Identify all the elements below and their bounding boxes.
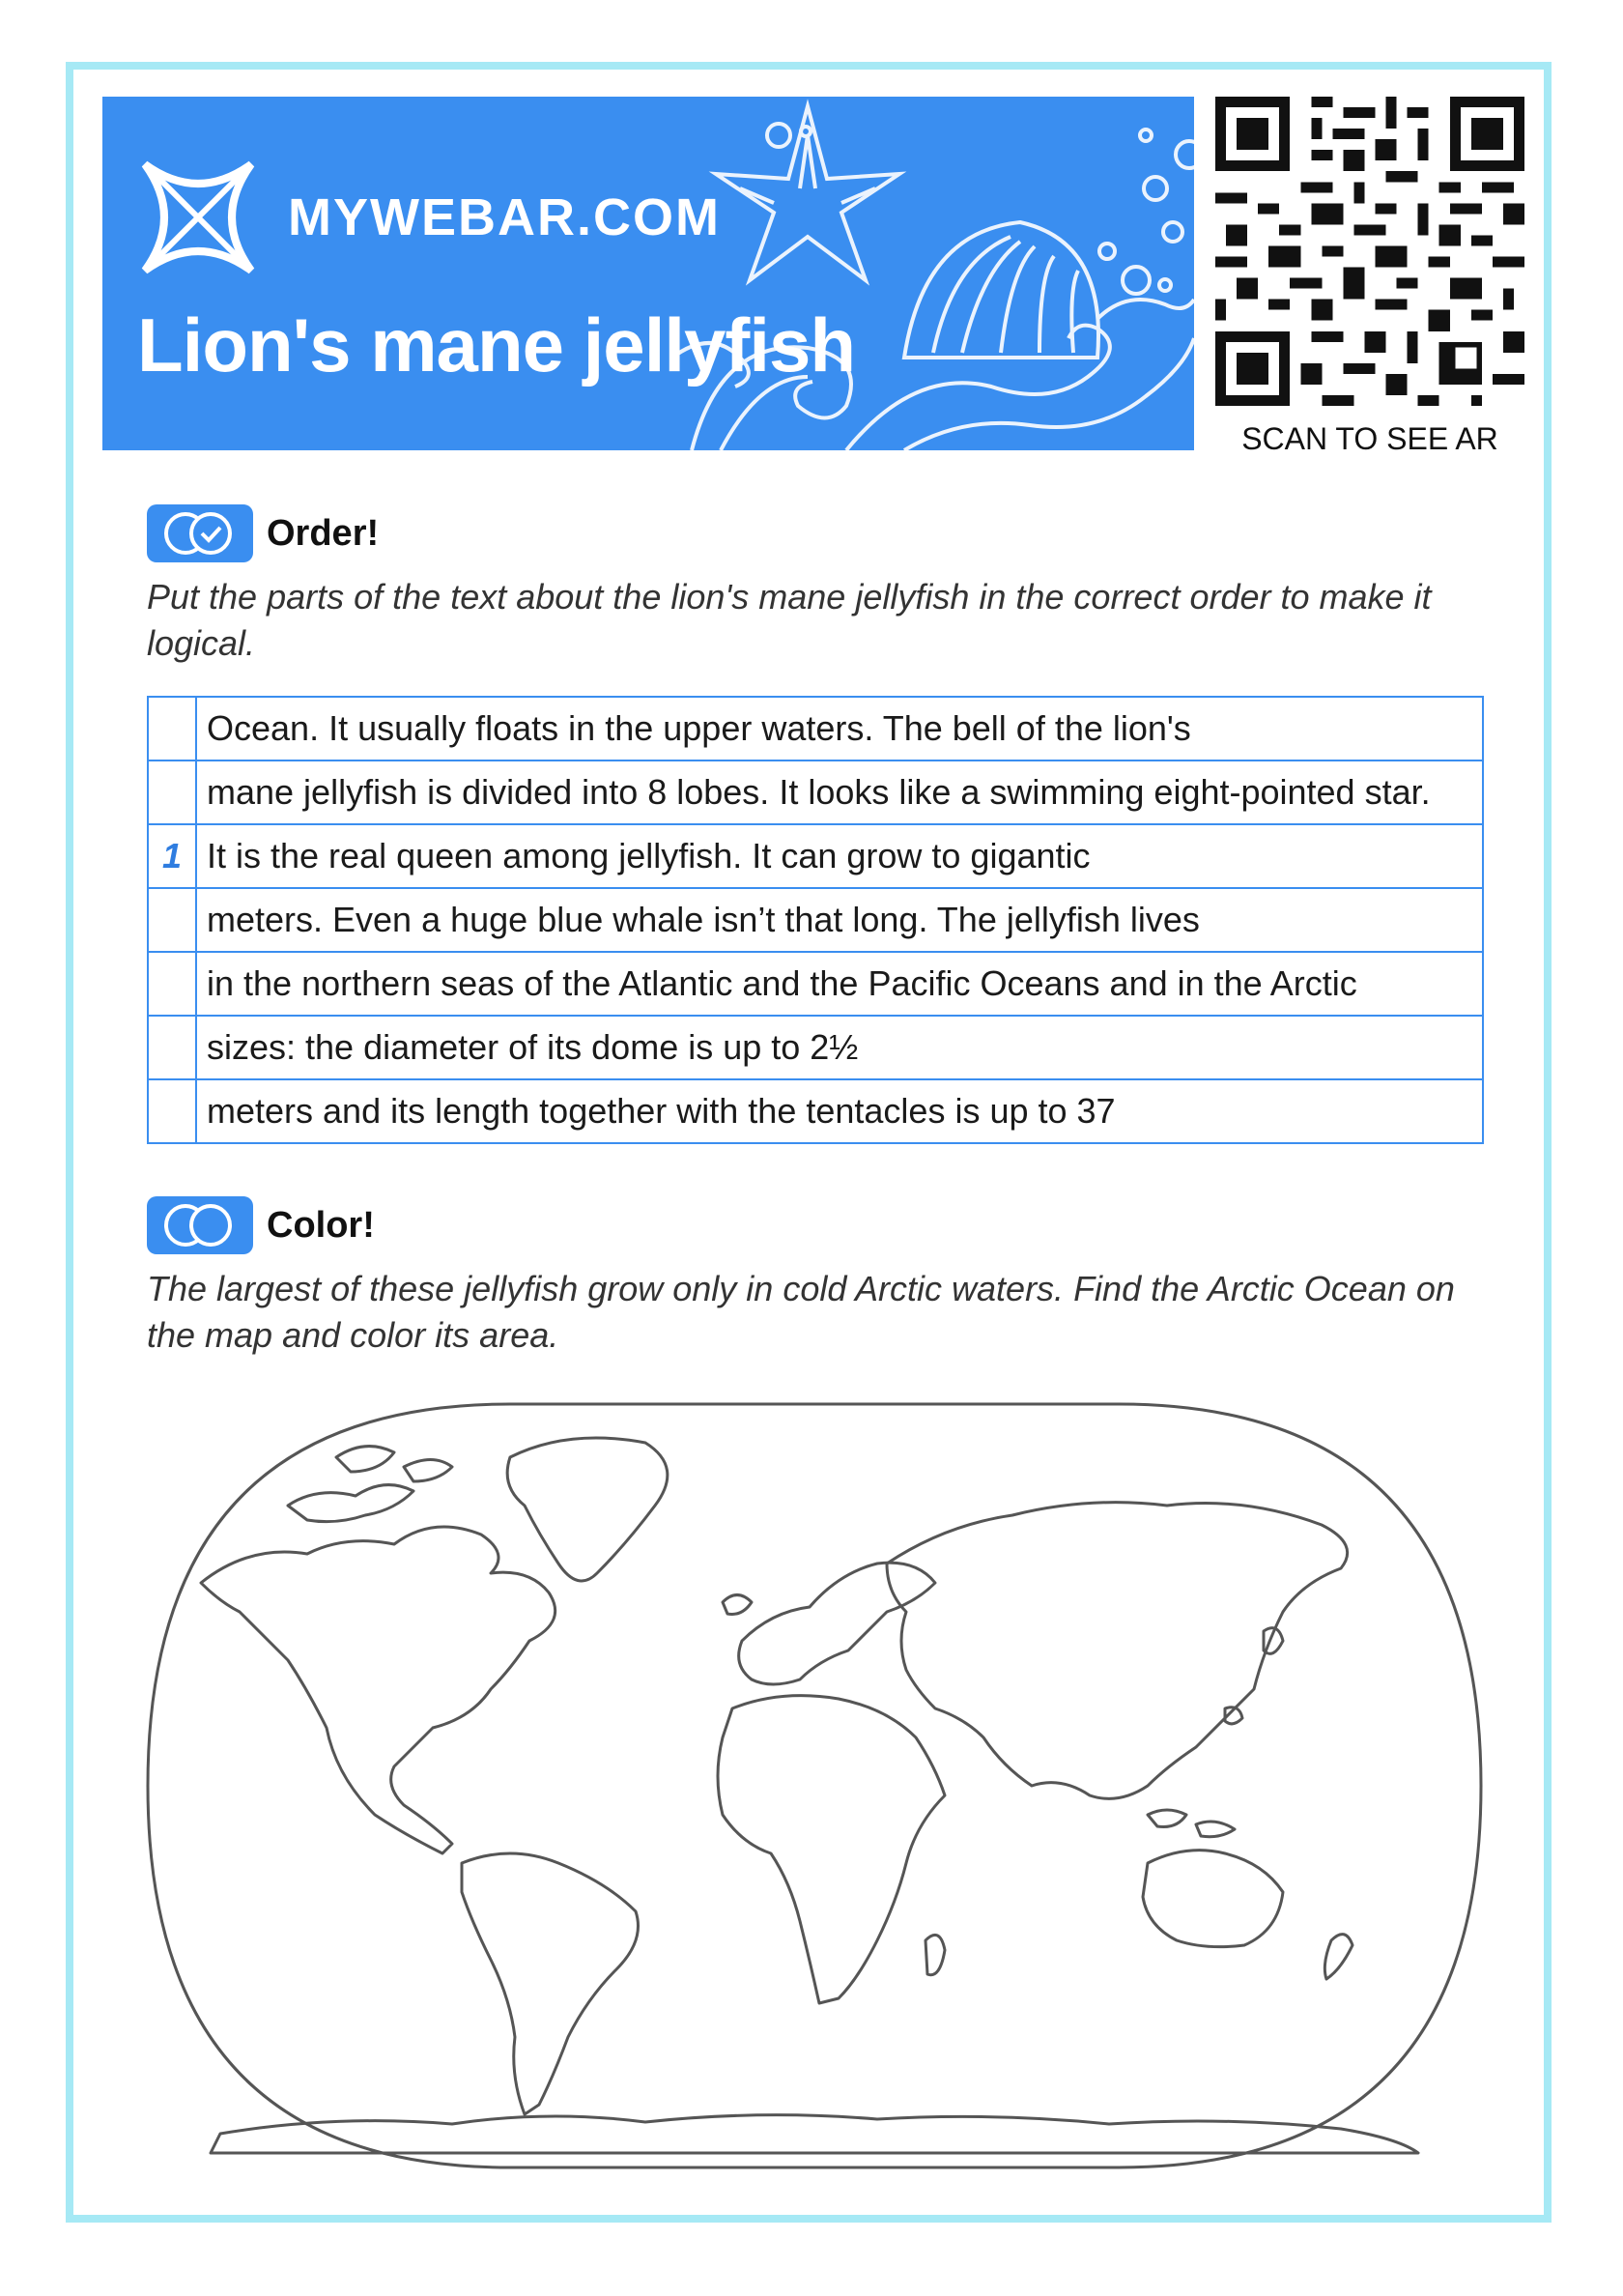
table-row [148,888,1483,952]
page-title: Lion's mane jellyfish [137,302,856,387]
order-number-cell[interactable] [148,761,196,824]
order-instruction: Put the parts of the text about the lion's mane jellyfish in the correct order to make it logical. [147,577,1432,663]
order-number-cell[interactable] [148,1079,196,1143]
order-table [147,696,1484,1144]
toggle-circle-icon [147,1196,253,1254]
order-heading-label: Order! [267,512,380,554]
order-number-cell[interactable]: 1 [148,824,196,888]
brand [135,155,721,280]
brand-logo-icon [135,155,261,280]
table-row [148,1016,1483,1079]
text-fragment: meters and its length together with the tentacles is up to 37 [196,1079,1483,1143]
order-number-cell[interactable] [148,697,196,761]
order-number-cell[interactable] [148,1016,196,1079]
double-circle-check-icon [147,504,253,562]
color-heading-label: Color! [267,1204,375,1246]
table-row [148,824,1483,888]
text-fragment: It is the real queen among jellyfish. It can grow to gigantic [196,824,1483,888]
qr-code[interactable] [1215,97,1524,406]
table-row [148,697,1483,761]
text-fragment: sizes: the diameter of its dome is up to 2½ [196,1016,1483,1079]
color-instruction: The largest of these jellyfish grow only in cold Arctic waters. Find the Arctic Ocean on the map and color its area. [147,1269,1455,1355]
order-number-cell[interactable] [148,952,196,1016]
starfish-icon [716,106,899,280]
table-row [148,1079,1483,1143]
header-banner [102,97,1194,450]
world-map[interactable] [143,1399,1486,2172]
table-row [148,761,1483,824]
order-number-cell[interactable] [148,888,196,952]
wave-icon [672,300,1194,450]
sea-decoration [643,97,1194,450]
text-fragment: in the northern seas of the Atlantic and the Pacific Oceans and in the Arctic [196,952,1483,1016]
text-fragment: meters. Even a huge blue whale isn’t that long. The jellyfish lives [196,888,1483,952]
table-row [148,952,1483,1016]
antarctica [211,2115,1418,2153]
color-heading [147,1196,375,1254]
australia [1143,1851,1283,1947]
text-fragment: Ocean. It usually floats in the upper waters. The bell of the lion's [196,697,1483,761]
north-america [201,1527,555,1853]
brand-name: MYWEBAR.COM [288,188,721,246]
text-fragment: mane jellyfish is divided into 8 lobes. It looks like a swimming eight-pointed star. [196,761,1483,824]
qr-caption: SCAN TO SEE AR [1241,421,1498,456]
south-america [462,1853,639,2114]
order-heading [147,504,379,562]
africa [718,1696,945,2003]
greenland [507,1438,668,1581]
